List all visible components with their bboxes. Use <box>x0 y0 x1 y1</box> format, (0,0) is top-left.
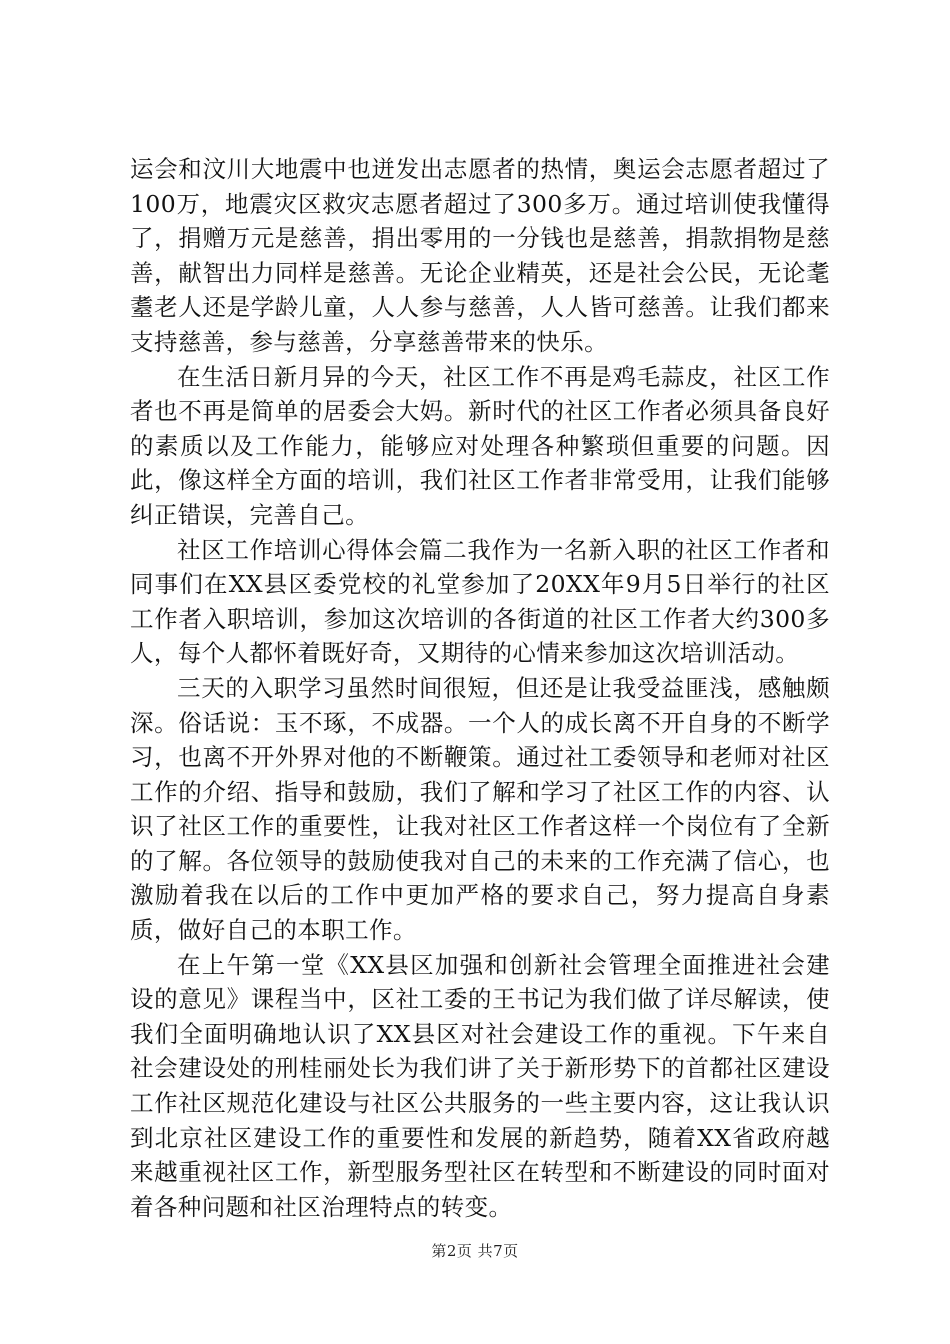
document-body <box>130 152 830 1224</box>
page-number-footer: 第2页 共7页 <box>431 1242 519 1260</box>
paragraph-1: 运会和汶川大地震中也迸发出志愿者的热情，奥运会志愿者超过了100万，地震灾区救灾志愿者超过了300多万。通过培训使我懂得了，捐赠万元是慈善，捐出零用的一分钱也是慈善，捐款捐物是慈善，献智出力同样是慈善。无论企业精英，还是社会公民，无论耄耋老人还是学龄儿童，人人参与慈善，人人皆可慈善。让我们都来支持慈善，参与慈善，分享慈善带来的快乐。 <box>130 155 830 356</box>
paragraph-2: 在生活日新月异的今天，社区工作不再是鸡毛蒜皮，社区工作者也不再是简单的居委会大妈。新时代的社区工作者必须具备良好的素质以及工作能力，能够应对处理各种繁琐但重要的问题。因此，像这样全方面的培训，我们社区工作者非常受用，让我们能够纠正错误，完善自己。 <box>130 362 830 529</box>
paragraph-4: 三天的入职学习虽然时间很短，但还是让我受益匪浅，感触颇深。俗话说：玉不琢，不成器。一个人的成长离不开自身的不断学习，也离不开外界对他的不断鞭策。通过社工委领导和老师对社区工作的介绍、指导和鼓励，我们了解和学习了社区工作的内容、认识了社区工作的重要性，让我对社区工作者这样一个岗位有了全新的了解。各位领导的鼓励使我对自己的未来的工作充满了信心，也激励着我在以后的工作中更加严格的要求自己，努力提高自身素质，做好自己的本职工作。 <box>130 673 830 945</box>
paragraph-5: 在上午第一堂《XX县区加强和创新社会管理全面推进社会建设的意见》课程当中，区社工委的王书记为我们做了详尽解读，使我们全面明确地认识了XX县区对社会建设工作的重视。下午来自社会建设处的刑桂丽处长为我们讲了关于新形势下的首都社区建设工作社区规范化建设与社区公共服务的一些主要内容，这让我认识到北京社区建设工作的重要性和发展的新趋势，随着XX省政府越来越重视社区工作，新型服务型社区在转型和不断建设的同时面对着各种问题和社区治理特点的转变。 <box>130 950 830 1221</box>
paragraph-3: 社区工作培训心得体会篇二我作为一名新入职的社区工作者和同事们在XX县区委党校的礼堂参加了20XX年9月5日举行的社区工作者入职培训，参加这次培训的各街道的社区工作者大约300多人，每个人都怀着既好奇，又期待的心情来参加这次培训活动。 <box>130 535 830 668</box>
